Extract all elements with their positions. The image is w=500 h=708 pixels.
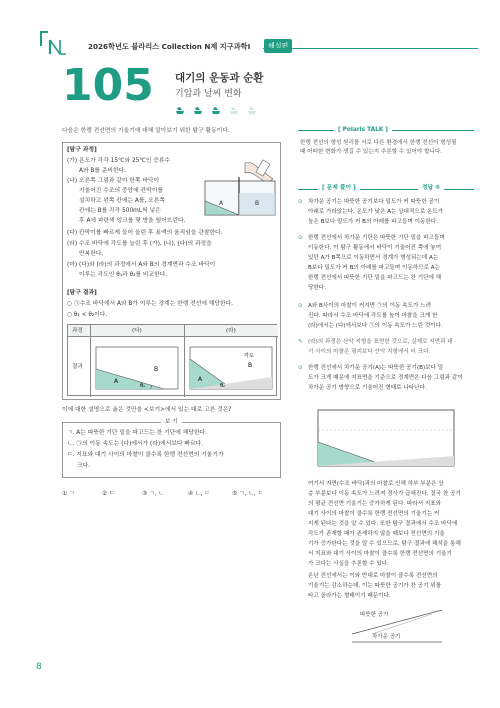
question-title: 대기의 운동과 순환 xyxy=(175,72,264,84)
solution-p1-2: 높은 B보다 밀도가 커 B의 아래를 파고들며 이동한다. xyxy=(308,219,438,225)
solution-p5-2: 차가운 공기 방향으로 기울어진 형태로 나타난다. xyxy=(308,385,427,391)
tank-illustration xyxy=(201,159,279,221)
solution-p2-1: 이동한다. 이 탐구 활동에서 바닥이 기울어진 쪽에 놓여 xyxy=(308,245,442,251)
talk-line-0: 한랭 전선의 형성 원리를 서로 다른 환경에서 한랭 전선이 형성될 xyxy=(300,140,457,146)
solution-p2-3: B보다 밀도가 커 B의 아래를 파고들며 이동하므로 A는 xyxy=(308,265,441,271)
talk-line-1: 때 어떠한 변화가 생길 수 있는지 추론할 수 있어야 합니다. xyxy=(300,149,443,155)
process-line-11: 이루는 각도인 θ₁과 θ₂를 비교한다. xyxy=(79,272,168,278)
result-line-1: ○ θ₁ < θ₂이다. xyxy=(67,312,108,318)
table-col-ra: (라) xyxy=(226,328,236,334)
solution-p2-2: 있던 A가 B쪽으로 이동하면서 경계가 형성되는데 A는 xyxy=(308,255,439,261)
result-table xyxy=(67,324,277,396)
solution-p5-1: 도가 크게 때문에 지표면을 기준으로 경계면은 다음 그림과 같이 xyxy=(308,375,463,381)
answer-option-1[interactable]: ① ㄱ xyxy=(62,491,75,497)
solution-p1-1: 아래로 가라앉는다. 온도가 낮은 A는 상대적으로 온도가 xyxy=(308,209,444,215)
process-line-5: 칸에는 B를 각각 500mL씩 넣은 xyxy=(79,208,161,214)
question-prompt: 다음은 한랭 전선면의 기울기에 대해 알아보기 위한 탐구 활동이다. xyxy=(62,128,230,134)
solution-p5-0: 한랭 전선에서 차가운 공기(A)는 따뜻한 공기(B)보다 밀 xyxy=(308,365,444,371)
solution-p3-2: (라)에서는 (다)에서보다 ㉠의 이동 속도가 느린 것이다. xyxy=(308,323,443,329)
front-diagram xyxy=(342,604,452,646)
header xyxy=(38,28,478,58)
step-icon-1: ⊙ xyxy=(298,199,303,205)
solution-p6-7: 서 지표와 대기 사이의 마찰이 클수록 한랭 전선면의 기울기 xyxy=(308,551,452,557)
solution-p2-5: 당한다. xyxy=(308,285,326,291)
solution-p2-4: 한랭 전선에서 따뜻한 기단 밑을 파고드는 찬 기단에 해 xyxy=(308,275,442,281)
process-title: [탐구 과정] xyxy=(67,147,97,153)
step-icon-3: ⊙ xyxy=(298,303,303,309)
process-line-4: 설치하고 왼쪽 칸에는 A를, 오른쪽 xyxy=(79,198,165,204)
result-ra-angle: θ₂ xyxy=(220,383,226,389)
result-ra-figure xyxy=(188,341,274,393)
header-title: 2026학년도 블라리스 Collection N제 지구과학Ⅰ xyxy=(88,42,251,51)
process-line-9: 반복한다. xyxy=(79,251,104,257)
answer-label xyxy=(418,184,444,194)
choice-line-3: 크다. xyxy=(77,463,91,469)
solution-p6-3: 대기 사이의 마찰이 클수록 한랭 전선면의 기울기는 커 xyxy=(308,511,440,517)
note-icon: ✎ xyxy=(298,339,303,345)
result-da-figure xyxy=(94,341,180,393)
result-line-0: ○ ㉠수조 바닥에서 A와 B가 이루는 경계는 한랭 전선에 해당한다. xyxy=(67,301,234,307)
logo-icon xyxy=(38,28,78,58)
process-line-8: (라) 수조 바닥에 각도를 늘린 후 (가), (나), (다)의 과정을 xyxy=(67,241,212,247)
difficulty-icons xyxy=(175,101,265,111)
question-number: 105 xyxy=(62,60,154,111)
solution-p2-0: 한랭 전선에서 차가운 기단은 따뜻한 기단 밑을 파고들며 xyxy=(308,235,445,241)
result-ra-b: B xyxy=(248,362,253,369)
answer-option-4[interactable]: ④ ㄴ, ㄷ xyxy=(188,491,210,497)
front-cold-label: 차가운 공기 xyxy=(372,634,401,640)
table-col-da: (다) xyxy=(132,328,142,334)
tank-label-b: B xyxy=(255,200,260,207)
choices-box xyxy=(62,419,281,478)
answer-label-text: 정답 xyxy=(422,185,434,191)
experiment-box xyxy=(62,142,281,400)
solution-p3-1: 진다. 따라서 수조 바닥에 각도를 높여 마찰을 크게 한 xyxy=(308,313,438,319)
answer-value: ⑤ xyxy=(435,185,441,191)
choice-line-0: ㄱ. A는 따뜻한 기단 밑을 파고드는 찬 기단에 해당한다. xyxy=(67,430,207,436)
process-line-7: (다) 칸막이를 빠르게 들어 올린 후 용액의 움직임을 관찰한다. xyxy=(67,230,223,236)
result-title: [탐구 결과] xyxy=(67,290,97,296)
process-line-6: 후 A에 파란색 잉크를 몇 방울 떨어뜨린다. xyxy=(79,218,186,224)
polaris-talk xyxy=(298,126,474,168)
result-ra-angle-label: 각도 xyxy=(244,353,254,359)
solution-p6-1: 층 부분보다 이동 속도가 느려져 경사가 급해진다. 결국 찬 공기 xyxy=(308,491,461,497)
question-subtitle: 기압과 날씨 변화 xyxy=(175,89,242,99)
step-icon-4: ⊙ xyxy=(298,365,303,371)
solution-title: [ 문제 풀이 ] xyxy=(318,184,360,194)
solution-p6-6: 기가 증가한다는 것을 알 수 있으므로, 탐구 결과에 해석을 통해 xyxy=(308,541,461,547)
header-rule xyxy=(263,48,478,49)
page-number: 8 xyxy=(36,662,42,672)
answer-option-5[interactable]: ⑤ ㄱ, ㄴ, ㄷ xyxy=(232,491,264,497)
solution-p6-0: 여기서 지면(수조 바닥)과의 마찰로 인해 하부 부분은 상 xyxy=(308,481,444,487)
result-da-b: B xyxy=(154,366,159,373)
result-da-a: A xyxy=(114,378,119,385)
result-da-angle: θ₁ xyxy=(140,383,146,389)
talk-title: [ Polaris TALK ] xyxy=(334,126,392,136)
process-line-0: (가) 온도가 각각 15℃와 25℃인 증류수 xyxy=(67,158,171,164)
table-col-process: 과정 xyxy=(72,328,83,334)
solution-header xyxy=(298,184,474,196)
process-line-1: A와 B를 준비한다. xyxy=(79,168,127,174)
process-line-2: (나) 오른쪽 그림과 같이 한쪽 바닥이 xyxy=(67,178,160,184)
front-warm-label: 따뜻한 공기 xyxy=(360,612,389,618)
question-line: 이에 대한 설명으로 옳은 것만을 <보기>에서 있는 대로 고른 것은? xyxy=(62,407,232,413)
front-tank-figure xyxy=(316,406,456,470)
result-ra-a: A xyxy=(198,376,203,383)
process-line-3: 기울어진 수조의 중앙에 칸막이를 xyxy=(79,188,163,194)
solution-p6-9: 온난 전선에서는 이와 반대로 마찰이 클수록 전선면의 xyxy=(308,573,438,579)
solution-p3-0: A와 B사이의 마찰이 커지면 ㉠의 이동 속도가 느려 xyxy=(308,303,431,309)
solution-p6-4: 지게 된다는 것을 알 수 있다. 또한 탐구 결과에서 수조 바닥에 xyxy=(308,521,458,527)
solution-p6-8: 가 크다는 사실을 추론할 수 있다. xyxy=(308,561,389,567)
solution-p6-11: 타고 올라가는 형태이기 때문이다. xyxy=(308,593,391,599)
solution-p4-0: (라)의 과정은 산악 지형을 표현한 것으로, 실제로 지면과 대 xyxy=(308,339,453,345)
choice-line-1: ㄴ. ㉠의 이동 속도는 (다)에서가 (라)에서보다 빠르다. xyxy=(67,441,203,447)
solution-p4-1: 기 사이의 마찰은 평지보다 산악 지형에서 더 크다. xyxy=(308,349,431,355)
solution-p6-2: 의 평균 전선면 기울기는 증가하게 된다. 따라서 지표와 xyxy=(308,501,442,507)
step-icon-2: ⊙ xyxy=(298,235,303,241)
tank-label-a: A xyxy=(219,200,224,207)
process-line-10: (마) (다)와 (라)의 과정에서 A와 B의 경계면과 수조 바닥이 xyxy=(67,262,216,268)
answer-option-2[interactable]: ② ㄷ xyxy=(102,491,115,497)
answer-option-3[interactable]: ③ ㄱ, ㄴ xyxy=(142,491,164,497)
solution-p6-5: 각도가 존재할 때가 존재하지 않을 때보다 전선면의 기울 xyxy=(308,531,445,537)
choices-box-title: 보 기 xyxy=(161,418,182,427)
solution-p1-0: 차가운 공기는 따뜻한 공기보다 밀도가 커 따뜻한 공기 xyxy=(308,199,440,205)
header-badge: 해설편 xyxy=(264,39,292,53)
choice-line-2: ㄷ. 지표와 대기 사이의 마찰이 클수록 한랭 전선면의 기울기가 xyxy=(67,452,224,458)
table-row-result: 결과 xyxy=(72,364,83,370)
solution-p6-10: 기울기는 감소하는데, 이는 따뜻한 공기가 찬 공기 위를 xyxy=(308,583,442,589)
